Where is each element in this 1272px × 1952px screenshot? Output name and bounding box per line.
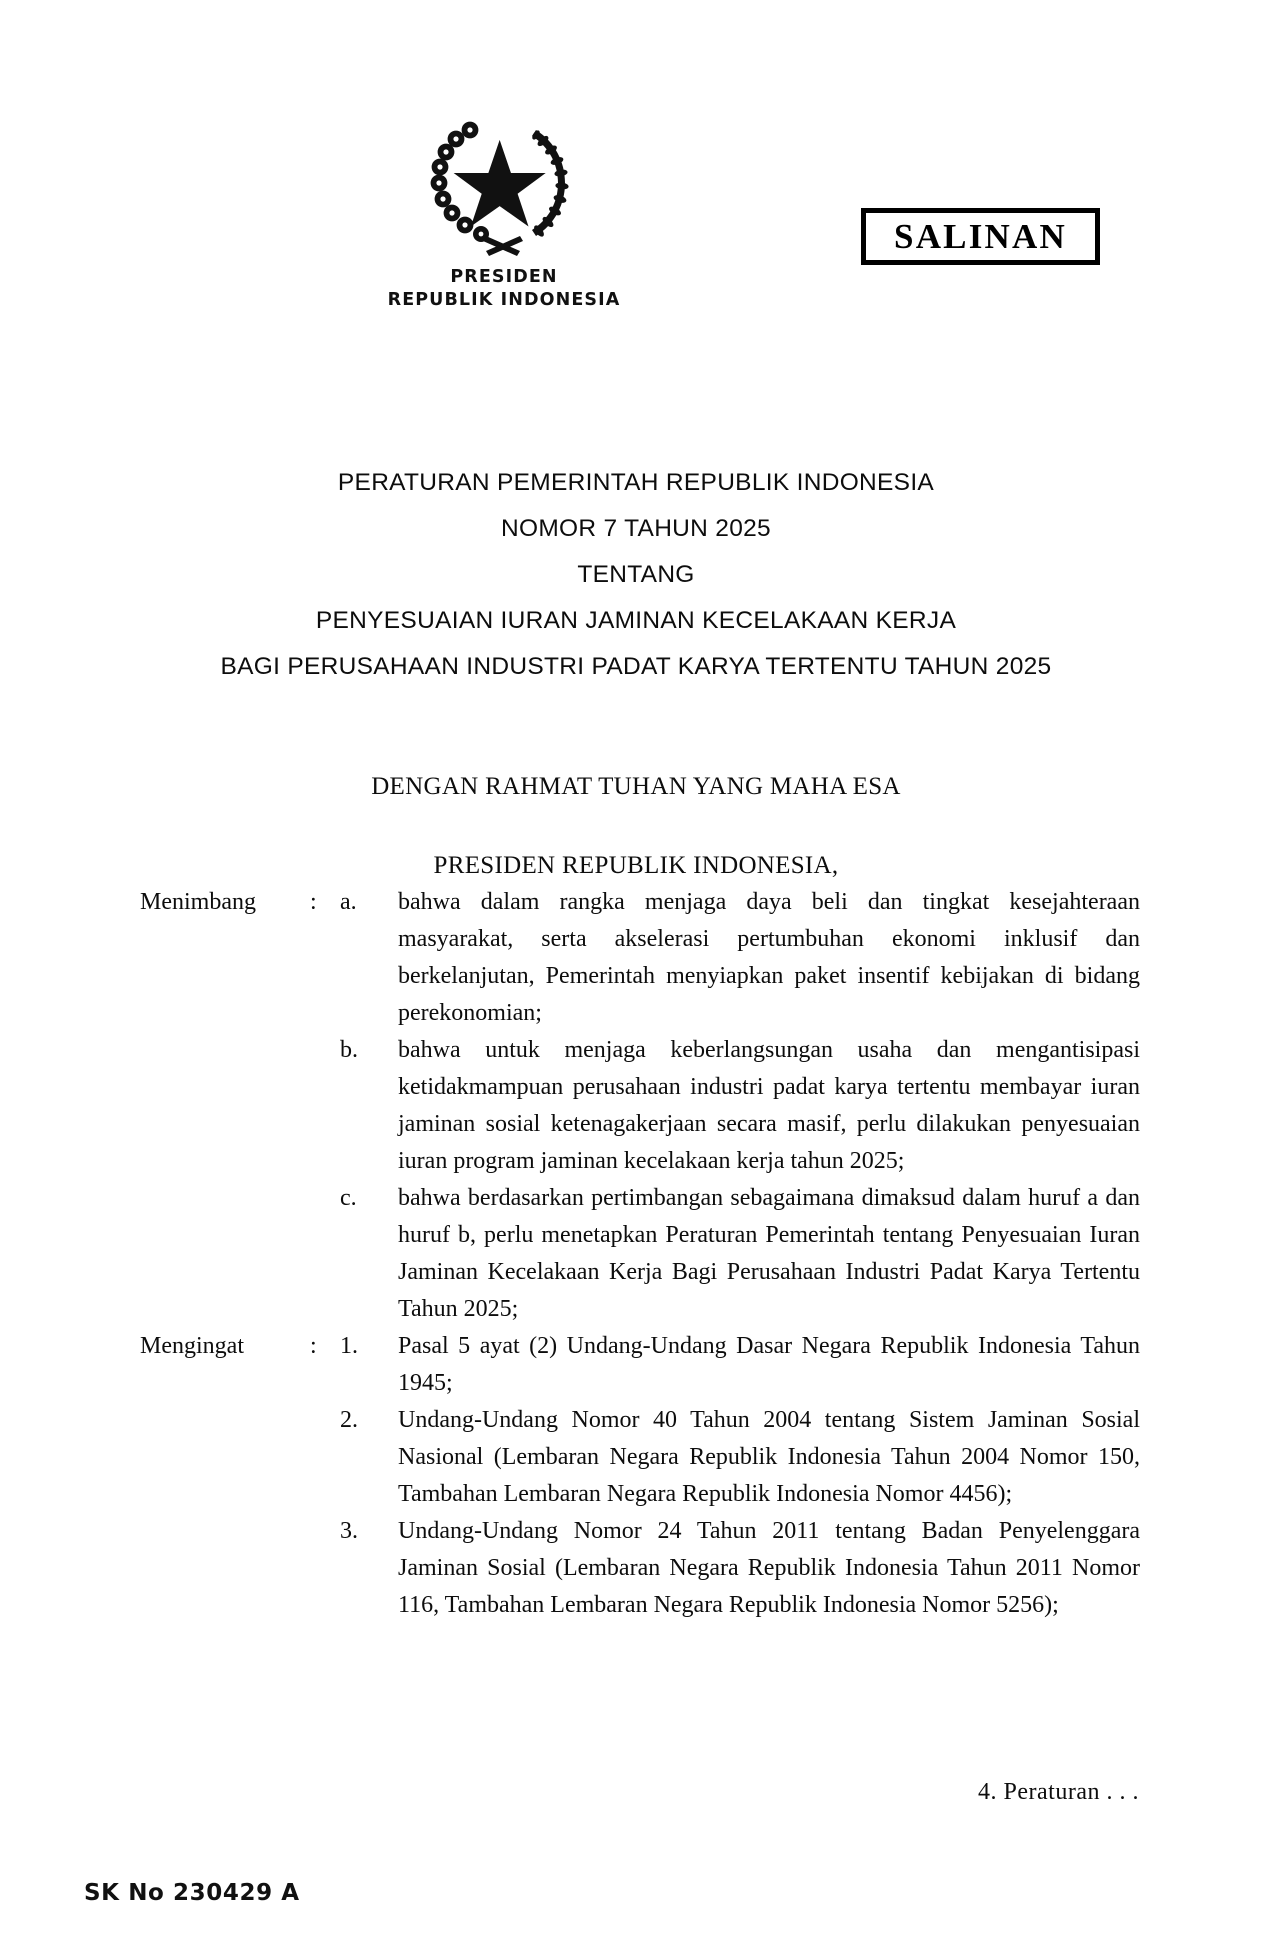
legal-basis-row-3 [0,1513,1272,1624]
about-keyword: TENTANG [577,561,695,588]
page-title: PERATURAN PEMERINTAH REPUBLIK INDONESIA [337,469,935,496]
considerans-row-c [0,1180,1272,1328]
clauses-section [0,884,1272,1624]
invocation-spacer [86,814,1186,839]
invocation-signatory: PRESIDEN REPUBLIK INDONESIA, [433,852,839,879]
considerans-marker-a: a. [340,889,357,915]
legal-basis-text-1: Pasal 5 ayat (2) Undang-Undang Dasar Negara Republik Indonesia Tahun 1945; [398,1333,1140,1396]
legal-basis-colon: : [310,1333,317,1359]
considerans-text-a: bahwa dalam rangka menjaga daya beli dan tingkat kesejahteraan masyarakat, serta akselerasi pertumbuhan ekonomi inklusif dan berkelanjutan, Pemerintah menyiapkan paket insentif kebijakan di bidang perekonomian; [398,889,1140,1026]
legal-basis-marker-2: 2. [340,1407,358,1433]
legal-basis-marker-1: 1. [340,1333,358,1359]
subject-line-1: PENYESUAIAN IURAN JAMINAN KECELAKAAN KERJA [315,607,957,634]
page-continuation-marker: 4. Peraturan . . . [978,1779,1139,1805]
institution-line-1: PRESIDEN [450,267,558,287]
considerans-text-c: bahwa berdasarkan pertimbangan sebagaimana dimaksud dalam huruf a dan huruf b, perlu menetapkan Peraturan Pemerintah tentang Penyesuaian Iuran Jaminan Kecelakaan Kerja Bagi Perusahaan Industri Padat Karya Tertentu Tahun 2025; [398,1185,1140,1322]
legal-basis-row-2 [0,1402,1272,1513]
considerans-label: Menimbang [140,889,256,915]
subject-line-2: BAGI PERUSAHAAN INDUSTRI PADAT KARYA TERTENTU TAHUN 2025 [220,653,1052,680]
salinan-stamp [861,208,1100,265]
legal-basis-text-3: Undang-Undang Nomor 24 Tahun 2011 tentang Badan Penyelenggara Jaminan Sosial (Lembaran Negara Republik Indonesia Tahun 2011 Nomor 116, Tambahan Lembaran Negara Republik Indonesia Nomor 5256); [398,1518,1140,1618]
considerans-marker-c: c. [340,1185,357,1211]
legal-basis-row-1 [0,1328,1272,1402]
legal-basis-text-2: Undang-Undang Nomor 40 Tahun 2004 tentang Sistem Jaminan Sosial Nasional (Lembaran Negara Republik Indonesia Tahun 2004 Nomor 150, Tambahan Lembaran Negara Republik Indonesia Nomor 4456); [398,1407,1140,1507]
legal-basis-label: Mengingat [140,1333,244,1359]
considerans-colon: : [310,889,317,915]
indonesian-presidential-emblem-icon [424,108,576,258]
invocation-block [86,760,1186,893]
considerans-row-b [0,1032,1272,1180]
institution-caption [354,266,654,312]
document-title-block [86,460,1186,690]
sk-number-footer: SK No 230429 A [84,1880,300,1906]
considerans-marker-b: b. [340,1037,358,1063]
salinan-stamp-label: SALINAN [894,217,1067,256]
legal-basis-marker-3: 3. [340,1518,358,1544]
regulation-number: NOMOR 7 TAHUN 2025 [501,515,771,542]
invocation-blessing: DENGAN RAHMAT TUHAN YANG MAHA ESA [371,773,901,800]
considerans-text-b: bahwa untuk menjaga keberlangsungan usaha dan mengantisipasi ketidakmampuan perusahaan industri padat karya tertentu membayar iuran jaminan sosial ketenagakerjaan secara masif, perlu dilakukan penyesuaian iuran program jaminan kecelakaan kerja tahun 2025; [398,1037,1140,1174]
considerans-row-a [0,884,1272,1032]
institution-line-2: REPUBLIK INDONESIA [387,289,621,310]
